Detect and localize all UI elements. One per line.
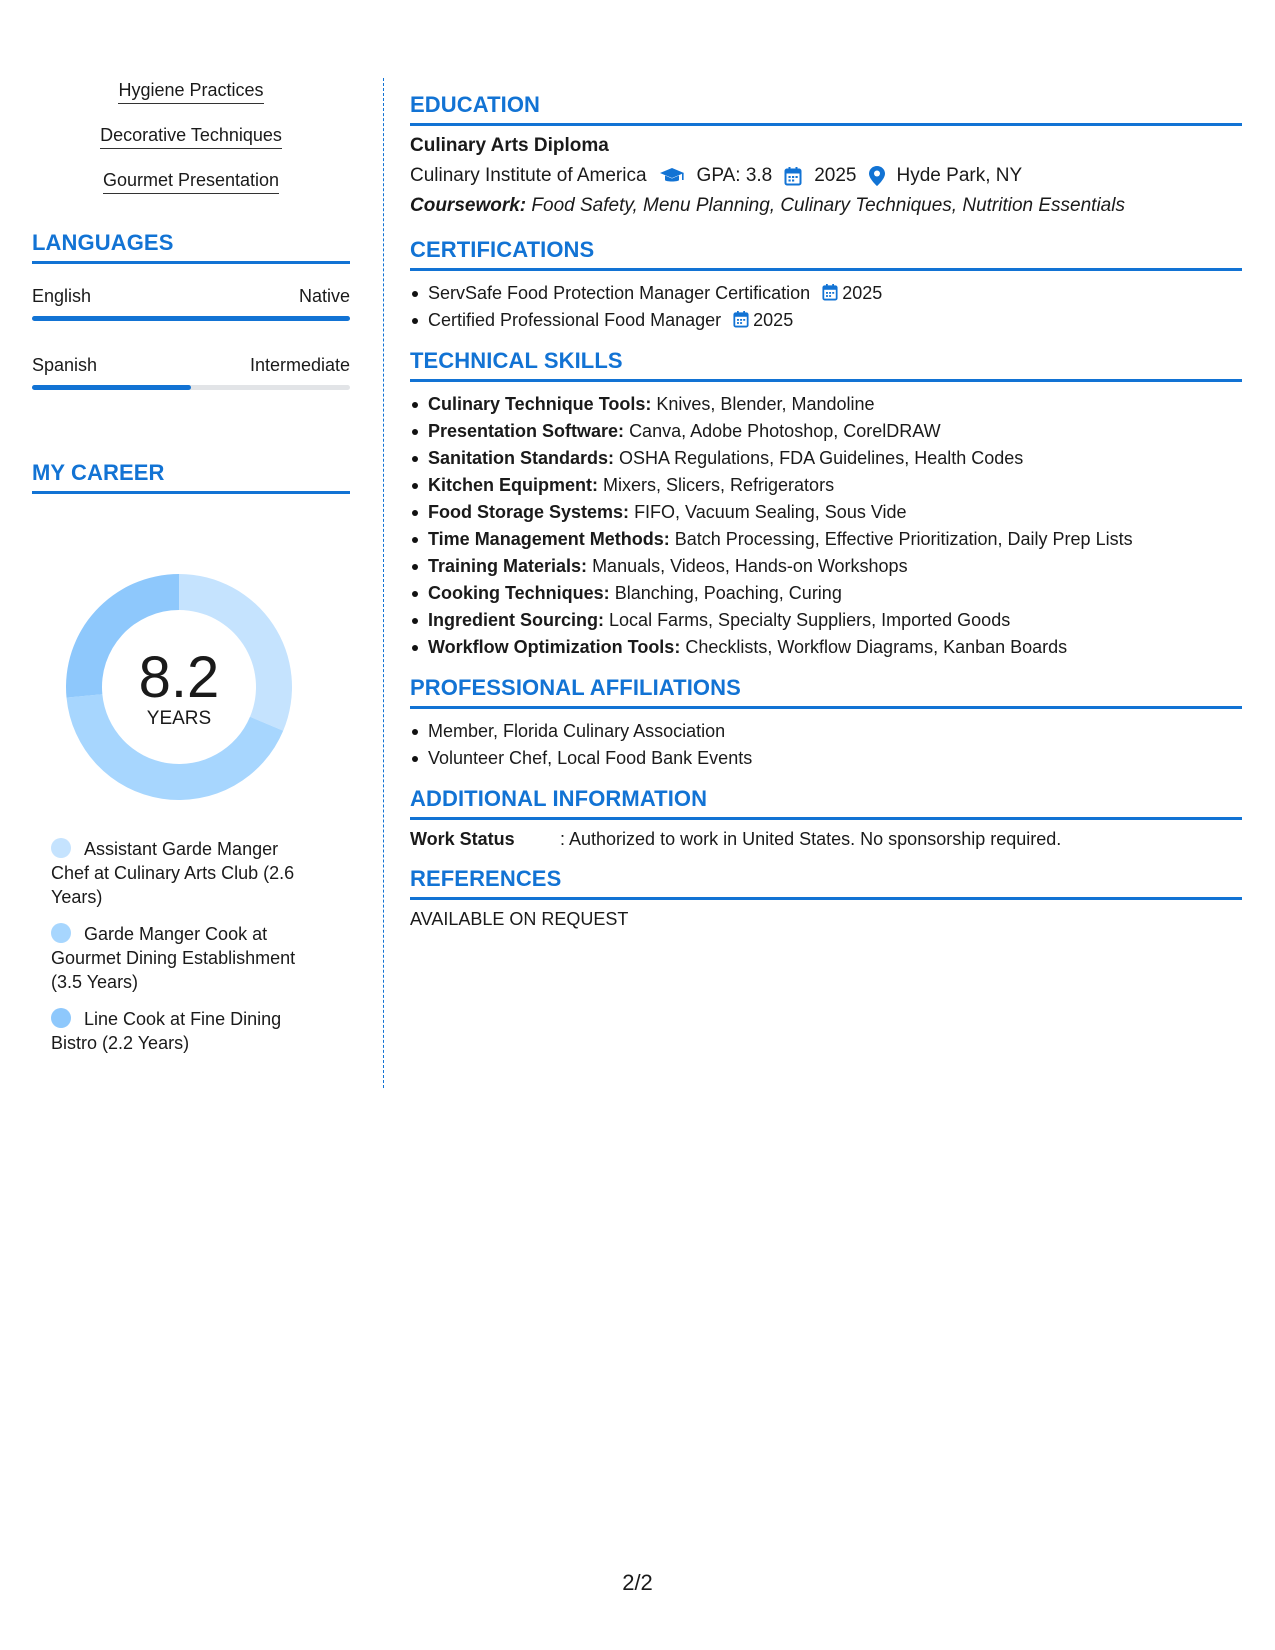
degree-title: Culinary Arts Diploma [410, 135, 609, 156]
technical-skill-item [428, 391, 1242, 418]
language-proficiency-fill [32, 385, 191, 390]
coursework-list: Food Safety, Menu Planning, Culinary Techniques, Nutrition Essentials [531, 195, 1125, 216]
education-section [410, 92, 1242, 217]
coursework [410, 195, 1242, 217]
school-name: Culinary Institute of America [410, 165, 647, 186]
technical-skill-item [428, 580, 1242, 607]
certification-item [428, 280, 1242, 307]
career-legend-label: Garde Manger Cook at Gourmet Dining Establishment (3.5 Years) [51, 924, 296, 992]
skill-category: Sanitation Standards: [428, 448, 615, 468]
skill-values: Batch Processing, Effective Prioritization, Daily Prep Lists [674, 529, 1133, 549]
certifications-list [410, 280, 1242, 334]
skill-values: Manuals, Videos, Hands-on Workshops [592, 556, 908, 576]
skill-category: Kitchen Equipment: [428, 475, 598, 495]
technical-skills-heading: TECHNICAL SKILLS [410, 348, 1242, 382]
coursework-label: Coursework: [410, 195, 527, 216]
main-content [410, 92, 1242, 942]
technical-skill-item [428, 553, 1242, 580]
skill-category: Time Management Methods: [428, 529, 670, 549]
career-legend-item [51, 1007, 321, 1055]
graduation-cap-icon [659, 167, 685, 185]
references-heading: REFERENCES [410, 866, 1242, 900]
languages-heading: LANGUAGES [32, 230, 350, 264]
gpa: GPA: 3.8 [696, 165, 773, 186]
career-heading: MY CAREER [32, 460, 350, 494]
sidebar [32, 78, 350, 494]
work-status-value: : Authorized to work in United States. No sponsorship required. [560, 829, 1062, 849]
certifications-section [410, 237, 1242, 334]
technical-skill-item [428, 634, 1242, 661]
skill-values: OSHA Regulations, FDA Guidelines, Health Codes [619, 448, 1024, 468]
career-legend-item [51, 837, 321, 909]
work-status-label: Work Status [410, 829, 515, 849]
language-proficiency-bar [32, 385, 350, 390]
calendar-icon [733, 310, 749, 328]
certification-year: 2025 [753, 310, 794, 330]
technical-skills-list [410, 391, 1242, 661]
affiliation-item: Member, Florida Culinary Association [428, 718, 1242, 745]
career-total-unit: YEARS [146, 708, 212, 729]
skill-tag-label: Hygiene Practices [118, 78, 263, 104]
career-legend-label: Assistant Garde Manger Chef at Culinary Arts Club (2.6 Years) [51, 839, 295, 907]
certification-name: ServSafe Food Protection Manager Certification [428, 283, 811, 303]
certification-year: 2025 [842, 283, 883, 303]
skill-values: Canva, Adobe Photoshop, CorelDRAW [629, 421, 941, 441]
skill-values: Local Farms, Specialty Suppliers, Imported Goods [609, 610, 1011, 630]
affiliations-section [410, 675, 1242, 772]
language-item [32, 355, 350, 390]
legend-dot-icon [51, 923, 71, 943]
technical-skill-item [428, 526, 1242, 553]
location-pin-icon [869, 166, 885, 186]
skill-tag-list [32, 78, 350, 194]
certification-name: Certified Professional Food Manager [428, 310, 722, 330]
skill-category: Ingredient Sourcing: [428, 610, 605, 630]
skill-category: Training Materials: [428, 556, 588, 576]
certification-item [428, 307, 1242, 334]
language-name: English [32, 286, 92, 306]
education-details [410, 165, 1242, 187]
affiliation-item: Volunteer Chef, Local Food Bank Events [428, 745, 1242, 772]
skill-tag-label: Decorative Techniques [100, 123, 282, 149]
legend-dot-icon [51, 1008, 71, 1028]
language-proficiency-fill [32, 316, 350, 321]
technical-skills-section [410, 348, 1242, 661]
skill-values: Checklists, Workflow Diagrams, Kanban Boards [685, 637, 1068, 657]
skill-category: Culinary Technique Tools: [428, 394, 652, 414]
skill-tag [32, 123, 350, 149]
additional-info-heading: ADDITIONAL INFORMATION [410, 786, 1242, 820]
technical-skill-item [428, 445, 1242, 472]
career-section [32, 460, 350, 494]
skill-tag [32, 168, 350, 194]
career-total-years: 8.2 [138, 645, 220, 710]
career-legend-item [51, 922, 321, 994]
language-proficiency-bar [32, 316, 350, 321]
language-level: Native [298, 286, 350, 306]
skill-tag [32, 78, 350, 104]
skill-tag-label: Gourmet Presentation [103, 168, 279, 194]
graduation-year: 2025 [814, 165, 857, 186]
skill-values: FIFO, Vacuum Sealing, Sous Vide [634, 502, 907, 522]
career-legend [51, 837, 321, 1068]
certifications-heading: CERTIFICATIONS [410, 237, 1242, 271]
technical-skill-item [428, 418, 1242, 445]
technical-skill-item [428, 472, 1242, 499]
skill-category: Cooking Techniques: [428, 583, 610, 603]
career-legend-label: Line Cook at Fine Dining Bistro (2.2 Years) [51, 1009, 282, 1053]
skill-values: Blanching, Poaching, Curing [614, 583, 842, 603]
references-text: AVAILABLE ON REQUEST [410, 909, 629, 929]
school-location: Hyde Park, NY [896, 165, 1023, 186]
additional-info-section [410, 786, 1242, 850]
references-section [410, 866, 1242, 930]
work-status-row [410, 829, 1242, 850]
skill-category: Workflow Optimization Tools: [428, 637, 681, 657]
languages-section [32, 230, 350, 390]
language-name: Spanish [32, 355, 98, 375]
language-level: Intermediate [249, 355, 350, 375]
skill-category: Presentation Software: [428, 421, 625, 441]
career-donut-chart [66, 574, 292, 800]
affiliations-heading: PROFESSIONAL AFFILIATIONS [410, 675, 1242, 709]
affiliations-list [410, 718, 1242, 772]
calendar-icon [784, 166, 802, 186]
language-item [32, 286, 350, 321]
skill-values: Mixers, Slicers, Refrigerators [603, 475, 835, 495]
technical-skill-item [428, 607, 1242, 634]
skill-category: Food Storage Systems: [428, 502, 630, 522]
page-number: 2/2 [622, 1570, 653, 1595]
technical-skill-item [428, 499, 1242, 526]
skill-values: Knives, Blender, Mandoline [656, 394, 875, 414]
column-divider [383, 78, 384, 1088]
calendar-icon [822, 283, 838, 301]
legend-dot-icon [51, 838, 71, 858]
education-heading: EDUCATION [410, 92, 1242, 126]
